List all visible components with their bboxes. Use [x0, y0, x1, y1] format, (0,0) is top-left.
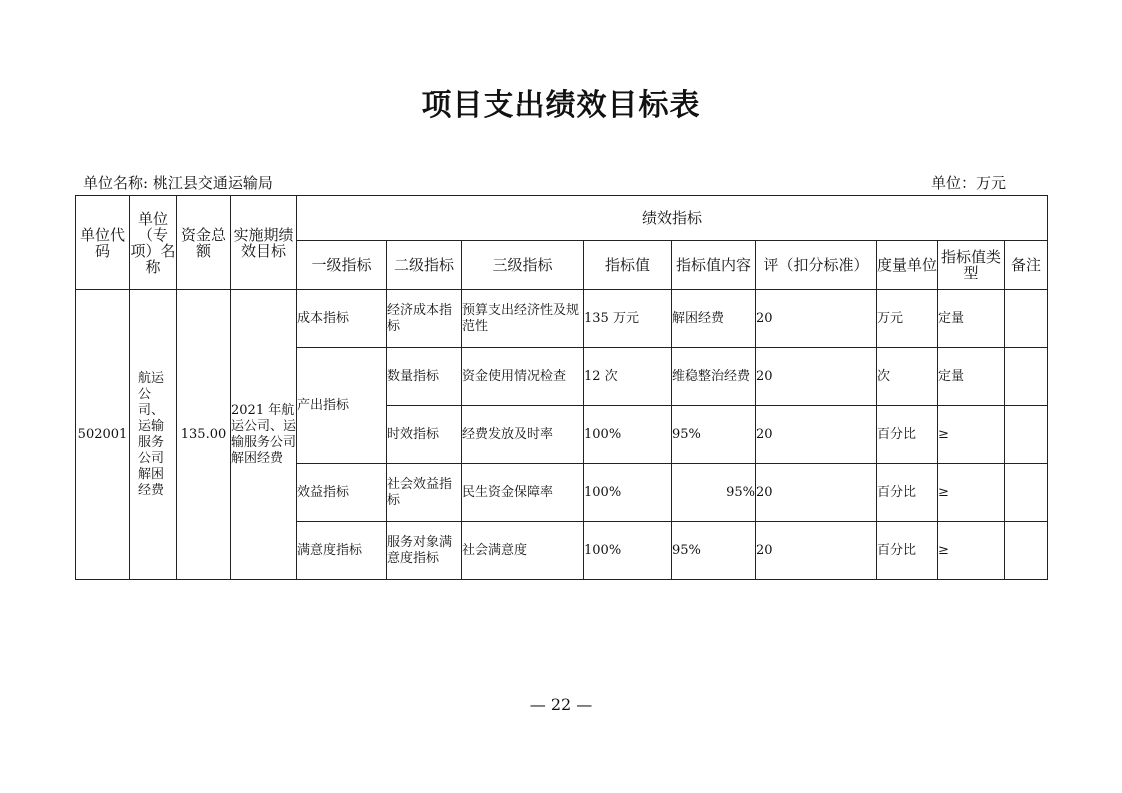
note-cell	[1005, 522, 1048, 580]
level2-cell: 服务对象满意度指标	[387, 522, 462, 580]
level3-cell: 资金使用情况检查	[462, 348, 584, 406]
note-cell	[1005, 348, 1048, 406]
type-cell: ≥	[938, 464, 1005, 522]
level1-cell: 产出指标	[297, 348, 387, 464]
level1-cell: 成本指标	[297, 290, 387, 348]
header-goal: 实施期绩效目标	[231, 196, 297, 290]
unit-cell: 百分比	[877, 522, 938, 580]
header-value-type: 指标值类型	[938, 241, 1005, 290]
value-cell: 100%	[584, 464, 672, 522]
note-cell	[1005, 464, 1048, 522]
value-cell: 135 万元	[584, 290, 672, 348]
project-code: 502001	[76, 290, 130, 580]
level2-cell: 数量指标	[387, 348, 462, 406]
score-cell: 20	[756, 522, 877, 580]
page-number: — 22 —	[529, 695, 593, 714]
header-measure-unit: 度量单位	[877, 241, 938, 290]
score-cell: 20	[756, 464, 877, 522]
header-unit-project: 单位（专项）名称	[130, 196, 177, 290]
header-score-std: 评（扣分标准）	[756, 241, 877, 290]
content-cell: 95%	[672, 406, 756, 464]
unit-measure: 单位：万元	[930, 174, 1006, 192]
type-cell: ≥	[938, 406, 1005, 464]
header-unit-code: 单位代码	[76, 196, 130, 290]
page-title: 项目支出绩效目标表	[421, 88, 701, 123]
unit-cell: 万元	[877, 290, 938, 348]
note-cell	[1005, 406, 1048, 464]
value-cell: 12 次	[584, 348, 672, 406]
score-cell: 20	[756, 348, 877, 406]
unit-cell: 次	[877, 348, 938, 406]
level2-cell: 社会效益指标	[387, 464, 462, 522]
level3-cell: 预算支出经济性及规范性	[462, 290, 584, 348]
type-cell: 定量	[938, 348, 1005, 406]
performance-table	[75, 195, 1048, 580]
content-cell: 95%	[672, 464, 756, 522]
content-cell: 解困经费	[672, 290, 756, 348]
score-cell: 20	[756, 406, 877, 464]
level1-cell: 满意度指标	[297, 522, 387, 580]
level1-cell: 效益指标	[297, 464, 387, 522]
level2-cell: 时效指标	[387, 406, 462, 464]
type-cell: 定量	[938, 290, 1005, 348]
level3-cell: 社会满意度	[462, 522, 584, 580]
project-name: 航运公司、运输服务公司解困经费	[130, 290, 177, 580]
header-level2: 二级指标	[387, 241, 462, 290]
type-cell: ≥	[938, 522, 1005, 580]
project-amount: 135.00	[177, 290, 231, 580]
header-value-content: 指标值内容	[672, 241, 756, 290]
project-goal: 2021 年航运公司、运输服务公司解困经费	[231, 290, 297, 580]
content-cell: 维稳整治经费	[672, 348, 756, 406]
score-cell: 20	[756, 290, 877, 348]
level3-cell: 经费发放及时率	[462, 406, 584, 464]
level3-cell: 民生资金保障率	[462, 464, 584, 522]
header-level3: 三级指标	[462, 241, 584, 290]
content-cell: 95%	[672, 522, 756, 580]
header-remarks: 备注	[1005, 241, 1048, 290]
value-cell: 100%	[584, 406, 672, 464]
table-row	[76, 290, 1048, 348]
header-value: 指标值	[584, 241, 672, 290]
header-fund-total: 资金总额	[177, 196, 231, 290]
note-cell	[1005, 290, 1048, 348]
header-level1: 一级指标	[297, 241, 387, 290]
unit-name: 单位名称: 桃江县交通运输局	[83, 174, 273, 192]
unit-cell: 百分比	[877, 406, 938, 464]
header-perf-indicator: 绩效指标	[297, 196, 1048, 241]
value-cell: 100%	[584, 522, 672, 580]
unit-cell: 百分比	[877, 464, 938, 522]
level2-cell: 经济成本指标	[387, 290, 462, 348]
